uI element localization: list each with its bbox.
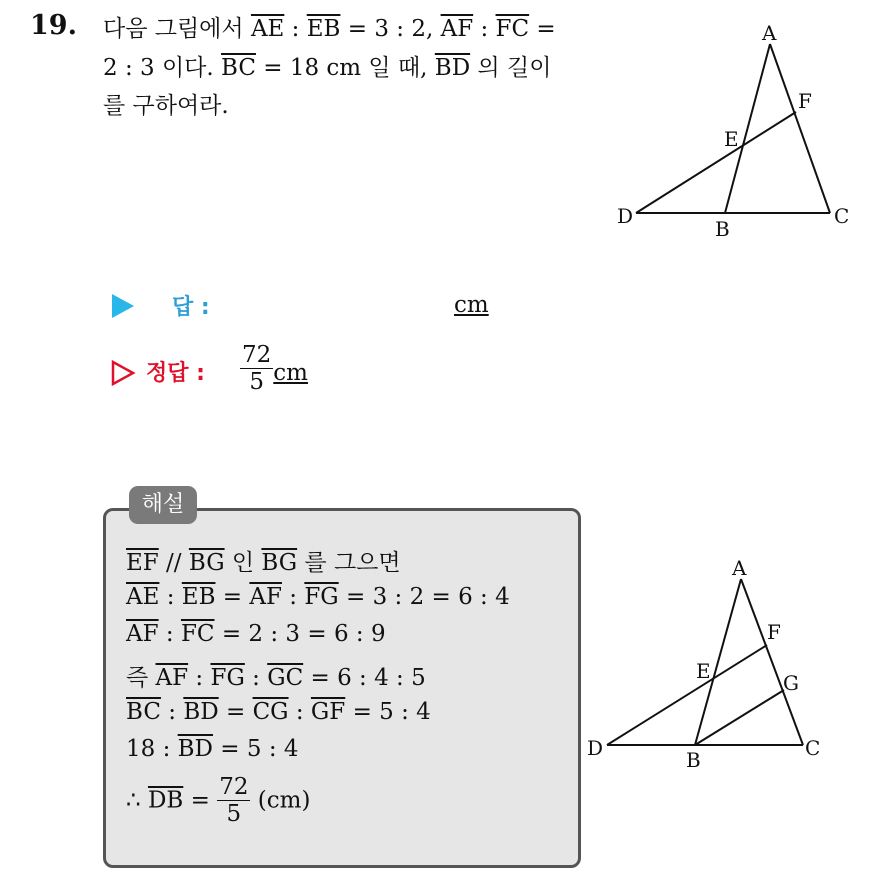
question-number: 19. — [30, 10, 77, 41]
denominator: 5 — [249, 369, 264, 395]
segment: $\overline{FG}$ — [304, 584, 339, 610]
segment-bc: $\overline{BC}$ — [221, 55, 256, 81]
label-a: A — [732, 556, 747, 580]
text: = 6 : 4 : 5 — [303, 665, 426, 691]
text: 즉 — [126, 665, 156, 691]
text: = 5 : 4 — [345, 699, 431, 725]
solution-fraction — [217, 774, 250, 827]
solution-tag: 해설 — [129, 486, 197, 524]
text: 를 그으면 — [297, 550, 401, 576]
segment: $\overline{DB}$ — [147, 787, 184, 814]
segment: $\overline{BD}$ — [183, 699, 219, 725]
text: : — [188, 665, 211, 691]
label-e: E — [696, 659, 711, 683]
segment: $\overline{GF}$ — [310, 699, 346, 725]
segment: $\overline{BG}$ — [188, 550, 225, 576]
text: = 3 : 2, — [340, 16, 441, 42]
line-df — [607, 645, 767, 745]
segment-eb: $\overline{EB}$ — [306, 16, 341, 42]
line-df — [636, 112, 796, 213]
text: = — [218, 699, 253, 725]
solution-line-6 — [126, 736, 299, 762]
label-b: B — [715, 217, 730, 241]
solution-line-4 — [126, 659, 426, 692]
segment: $\overline{BG}$ — [261, 550, 298, 576]
segment: $\overline{CG}$ — [252, 699, 289, 725]
line-ac — [741, 579, 803, 745]
solution-line-2 — [126, 584, 510, 610]
label-c: C — [805, 736, 821, 760]
text: ∴ — [126, 787, 148, 814]
question-line-1 — [103, 12, 556, 46]
solution-line-5 — [126, 699, 431, 725]
text: : — [284, 16, 307, 42]
segment: $\overline{EB}$ — [181, 584, 216, 610]
question-line-2 — [103, 51, 551, 85]
segment-bd: $\overline{BD}$ — [434, 55, 471, 81]
numerator: 72 — [242, 342, 272, 368]
segment: $\overline{AF}$ — [249, 584, 282, 610]
solution-line-7 — [126, 774, 310, 827]
label-b: B — [686, 748, 701, 772]
triangle-figure-2 — [585, 555, 865, 775]
text: 의 길이 — [470, 55, 552, 81]
label-d: D — [617, 204, 634, 228]
text: = — [529, 16, 556, 42]
segment-fc: $\overline{FC}$ — [495, 16, 530, 42]
correct-value — [240, 342, 308, 395]
text: : — [281, 584, 305, 610]
text: = — [183, 787, 218, 814]
text: 2 : 3 이다. — [103, 55, 222, 81]
segment: $\overline{AF}$ — [155, 665, 189, 691]
text: : — [159, 584, 182, 610]
solution-line-1 — [126, 544, 401, 577]
label-e: E — [724, 127, 739, 151]
answer-arrow-icon — [112, 294, 134, 318]
answer-unit: cm — [454, 292, 489, 318]
label-d: D — [587, 736, 604, 760]
text: : — [288, 699, 311, 725]
text: = 3 : 2 = 6 : 4 — [338, 584, 510, 610]
label-c: C — [834, 204, 850, 228]
correct-arrow-icon — [111, 360, 137, 386]
denominator: 5 — [226, 801, 242, 827]
text: : — [160, 699, 184, 725]
text: = 18 cm 일 때, — [255, 55, 435, 81]
question-line-3: 를 구하여라. — [103, 93, 229, 119]
label-f: F — [798, 89, 812, 113]
segment: $\overline{FG}$ — [210, 665, 245, 691]
segment: $\overline{BC}$ — [126, 699, 161, 725]
text: // — [158, 550, 189, 576]
text: (cm) — [257, 787, 311, 814]
segment: $\overline{EF}$ — [126, 550, 159, 576]
correct-unit: cm — [273, 359, 308, 386]
segment: $\overline{FC}$ — [180, 621, 215, 647]
label-a: A — [762, 21, 777, 45]
segment: $\overline{GC}$ — [267, 665, 304, 691]
correct-fraction — [240, 342, 273, 395]
segment-af: $\overline{AF}$ — [440, 16, 474, 42]
text: 다음 그림에서 — [103, 16, 251, 42]
text: = 2 : 3 = 6 : 9 — [214, 621, 386, 647]
text: = 5 : 4 — [212, 736, 299, 762]
line-ac — [770, 44, 830, 213]
text: : — [158, 621, 181, 647]
segment-ae: $\overline{AE}$ — [250, 16, 285, 42]
solution-line-3 — [126, 621, 386, 647]
text: 인 — [224, 550, 262, 576]
label-f: F — [767, 620, 781, 644]
text: : — [473, 16, 496, 42]
numerator: 72 — [219, 774, 249, 800]
answer-label: 답 : — [172, 295, 210, 320]
segment: $\overline{AF}$ — [126, 621, 159, 647]
text: : — [244, 665, 268, 691]
segment: $\overline{AE}$ — [126, 584, 160, 610]
text: = — [215, 584, 250, 610]
triangle-figure-1 — [600, 18, 860, 248]
label-g: G — [783, 671, 799, 695]
text: 18 : — [126, 736, 178, 762]
segment: $\overline{BD}$ — [177, 736, 213, 762]
correct-label: 정답 : — [146, 361, 205, 386]
